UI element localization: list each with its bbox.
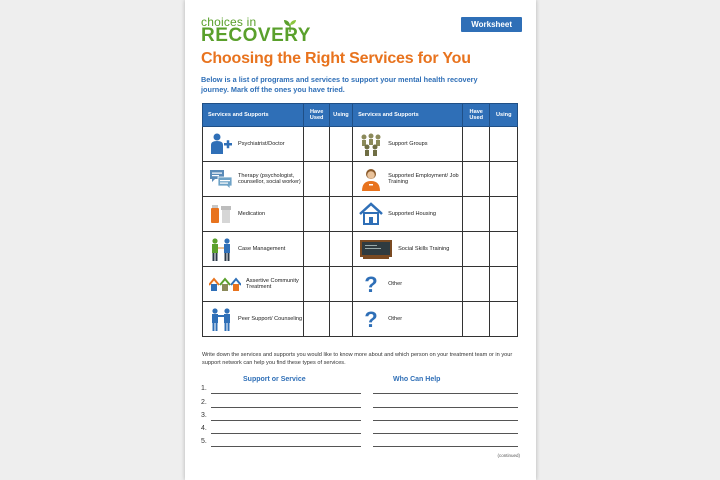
who-field[interactable]: [373, 420, 518, 421]
chalkboard-icon: [359, 237, 393, 261]
line-number: 2.: [201, 399, 207, 406]
medication-icon: [209, 202, 233, 226]
using-checkbox[interactable]: [490, 197, 518, 232]
service-label: Social Skills Training: [398, 245, 450, 252]
who-field[interactable]: [373, 433, 518, 434]
header-have-used: Have Used: [304, 104, 329, 127]
support-group-icon: [359, 132, 383, 156]
entry-line: [201, 385, 521, 395]
table-row: [203, 197, 518, 232]
using-checkbox[interactable]: [329, 127, 352, 162]
have-used-checkbox[interactable]: [304, 267, 329, 302]
using-checkbox[interactable]: [329, 162, 352, 197]
question-icon: [359, 307, 383, 331]
service-label: Psychiatrist/Doctor: [238, 140, 285, 147]
sprout-icon: [283, 20, 297, 32]
brand-line-2: RECOVERY: [201, 25, 311, 46]
table-row: [203, 302, 518, 337]
column-heading-support: Support or Service: [243, 376, 306, 383]
entry-line: [201, 438, 521, 448]
using-checkbox[interactable]: [329, 302, 352, 337]
brand-line-1: choices in: [201, 15, 257, 29]
header-services-2: Services and Supports: [353, 104, 463, 127]
houses-icon: [209, 272, 241, 296]
header-using-2: Using: [490, 104, 518, 127]
have-used-checkbox[interactable]: [463, 127, 490, 162]
entry-line: [201, 412, 521, 422]
service-label: Supported Employment/ Job Training: [388, 172, 459, 185]
page-title: Choosing the Right Services for You: [201, 50, 471, 67]
using-checkbox[interactable]: [490, 302, 518, 337]
have-used-checkbox[interactable]: [463, 162, 490, 197]
have-used-checkbox[interactable]: [463, 302, 490, 337]
continued-label: (continued): [497, 453, 520, 458]
using-checkbox[interactable]: [329, 267, 352, 302]
header-using: Using: [329, 104, 352, 127]
chat-bubbles-icon: [209, 167, 233, 191]
question-icon: [359, 272, 383, 296]
doctor-icon: [209, 132, 233, 156]
line-number: 1.: [201, 385, 207, 392]
service-label: Therapy (psychologist, counsellor, social worker): [238, 172, 301, 185]
service-label: Other: [388, 280, 403, 287]
table-row: [203, 162, 518, 197]
support-field[interactable]: [211, 433, 361, 434]
intro-text: Below is a list of programs and services to support your mental health recovery journey. Mark off the ones you have tried.: [201, 75, 478, 94]
service-label: Peer Support/ Counseling: [238, 315, 303, 322]
entry-line: [201, 399, 521, 409]
service-label: Assertive Community Treatment: [246, 277, 299, 290]
peers-icon: [209, 307, 233, 331]
svg-text:?: ?: [364, 272, 378, 296]
using-checkbox[interactable]: [490, 232, 518, 267]
line-number: 4.: [201, 425, 207, 432]
service-label: Support Groups: [388, 140, 428, 147]
line-number: 3.: [201, 412, 207, 419]
worker-icon: [359, 167, 383, 191]
service-label: Case Management: [238, 245, 286, 252]
header-services: Services and Supports: [203, 104, 304, 127]
support-field[interactable]: [211, 420, 361, 421]
have-used-checkbox[interactable]: [304, 197, 329, 232]
column-heading-who: Who Can Help: [393, 376, 441, 383]
service-label: Supported Housing: [388, 210, 436, 217]
header-have-used-2: Have Used: [463, 104, 490, 127]
have-used-checkbox[interactable]: [463, 232, 490, 267]
who-field[interactable]: [373, 407, 518, 408]
support-field[interactable]: [211, 446, 361, 447]
services-table: [202, 103, 518, 337]
table-row: [203, 127, 518, 162]
table-row: [203, 267, 518, 302]
service-label: Medication: [238, 210, 266, 217]
house-icon: [359, 202, 383, 226]
handshake-icon: [209, 237, 233, 261]
support-field[interactable]: [211, 407, 361, 408]
svg-text:?: ?: [364, 307, 378, 331]
have-used-checkbox[interactable]: [304, 127, 329, 162]
line-number: 5.: [201, 438, 207, 445]
table-header-row: [203, 104, 518, 127]
have-used-checkbox[interactable]: [463, 197, 490, 232]
using-checkbox[interactable]: [329, 232, 352, 267]
instructions-text: Write down the services and supports you would like to know more about and which person on your treatment team or in your support network can help you find these types of services.: [202, 352, 513, 366]
worksheet-badge: Worksheet: [461, 17, 522, 32]
entry-line: [201, 425, 521, 435]
who-field[interactable]: [373, 446, 518, 447]
table-row: [203, 232, 518, 267]
have-used-checkbox[interactable]: [304, 232, 329, 267]
have-used-checkbox[interactable]: [304, 302, 329, 337]
worksheet-page: [185, 0, 536, 480]
have-used-checkbox[interactable]: [463, 267, 490, 302]
using-checkbox[interactable]: [490, 267, 518, 302]
using-checkbox[interactable]: [490, 127, 518, 162]
service-label: Other: [388, 315, 403, 322]
support-field[interactable]: [211, 393, 361, 394]
who-field[interactable]: [373, 393, 518, 394]
have-used-checkbox[interactable]: [304, 162, 329, 197]
using-checkbox[interactable]: [329, 197, 352, 232]
using-checkbox[interactable]: [490, 162, 518, 197]
